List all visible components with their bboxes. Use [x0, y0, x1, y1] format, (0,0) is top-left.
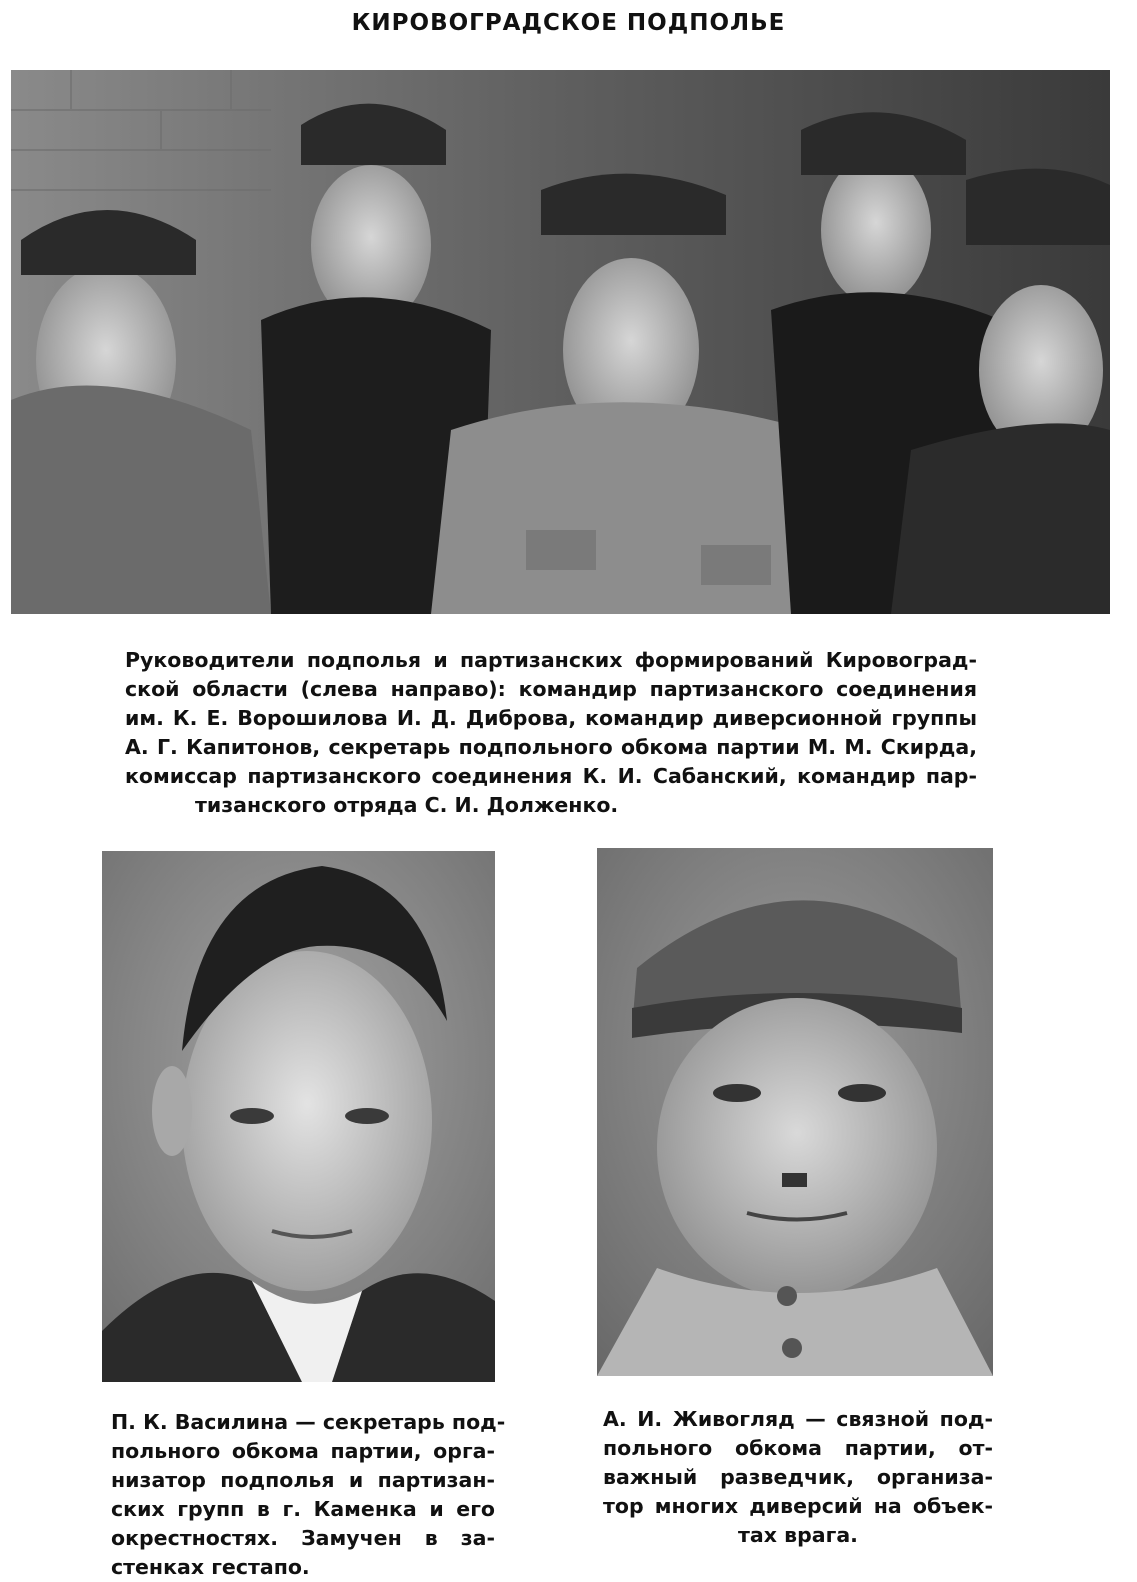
portrait-left-image — [102, 851, 495, 1382]
caption-line: комиссар партизанского соединения К. И. Сабанский, командир пар- — [125, 764, 977, 788]
caption-line: стенках гестапо. — [111, 1555, 310, 1579]
caption-line: окрестностях. Замучен в за- — [111, 1526, 495, 1550]
caption-line: А. И. Живогляд — связной под- — [603, 1407, 993, 1431]
page-title: КИРОВОГРАДСКОЕ ПОДПОЛЬЕ — [351, 10, 786, 36]
caption-line: польного обкома партии, от- — [603, 1436, 993, 1460]
group-photo-caption — [125, 646, 977, 820]
portrait-right-photo — [597, 848, 993, 1376]
portrait-left-caption — [111, 1408, 506, 1582]
caption-line: ской области (слева направо): командир партизанского соединения — [125, 677, 977, 701]
caption-line: им. К. Е. Ворошилова И. Д. Диброва, командир диверсионной группы — [125, 706, 977, 730]
caption-line: польного обкома партии, орга- — [111, 1439, 495, 1463]
caption-line: тах врага. — [738, 1523, 858, 1547]
group-photo — [11, 70, 1110, 614]
caption-line: А. Г. Капитонов, секретарь подпольного обкома партии М. М. Скирда, — [125, 735, 977, 759]
portrait-right-image — [597, 848, 993, 1376]
caption-line: тизанского отряда С. И. Долженко. — [195, 793, 619, 817]
caption-line: ских групп в г. Каменка и его — [111, 1497, 495, 1521]
caption-line: тор многих диверсий на объек- — [603, 1494, 993, 1518]
portrait-right-caption — [603, 1405, 993, 1550]
portrait-left-photo — [102, 851, 495, 1382]
group-photo-image — [11, 70, 1110, 614]
caption-line: Руководители подполья и партизанских формирований Кировоград- — [125, 648, 977, 672]
caption-line: важный разведчик, организа- — [603, 1465, 993, 1489]
caption-line: низатор подполья и партизан- — [111, 1468, 495, 1492]
caption-line: П. К. Василина — секретарь под- — [111, 1410, 506, 1434]
